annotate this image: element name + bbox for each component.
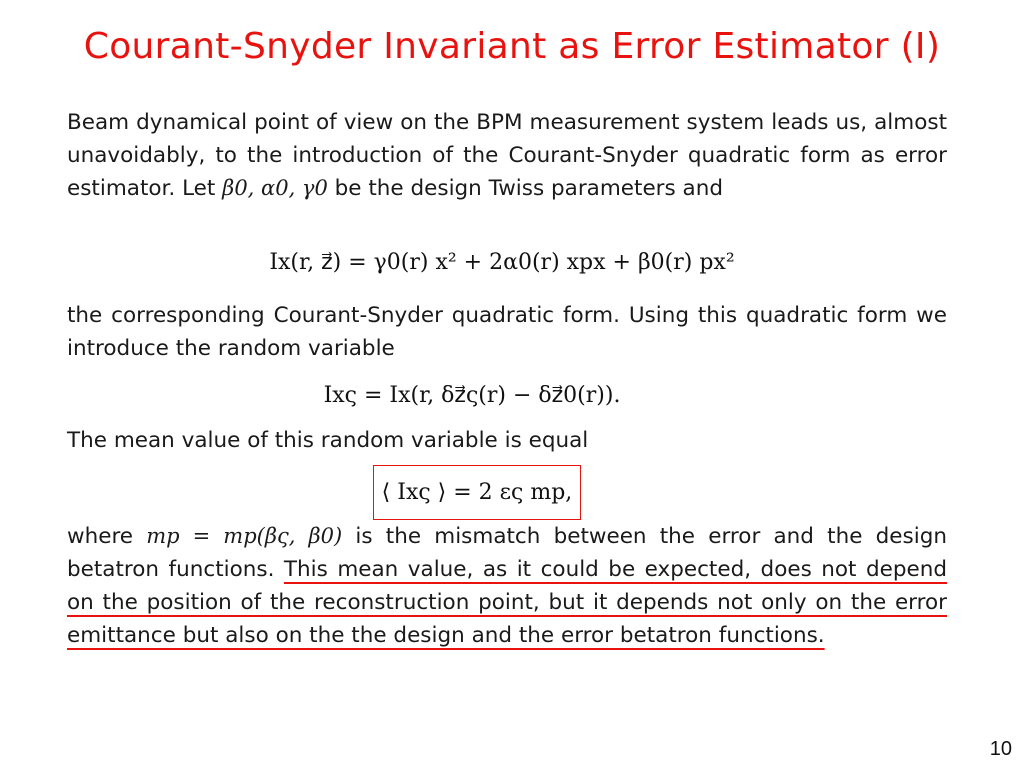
mismatch-text-a: where bbox=[67, 524, 147, 549]
mismatch-math: mp = mp(βς, β0) bbox=[146, 524, 343, 548]
intro-paragraph bbox=[67, 106, 947, 205]
random-variable-equation: Ixς = Ix(r, δz⃗ς(r) − δz⃗0(r)). bbox=[323, 383, 621, 408]
page-number: 10 bbox=[989, 738, 1012, 760]
mean-value-paragraph: The mean value of this random variable is equal bbox=[67, 428, 589, 453]
intro-text-a: Beam dynamical point of view on the BPM measurement system leads us, almost unavoidably, to the introduction of the Courant-Snyder quadratic form as error estimator. Let bbox=[67, 110, 947, 201]
underlined-conclusion: This mean value, as it could be expected, does not depend on the position of the reconstruction point, but it depends not only on the error emittance but also on the the design and the error betatron functions. bbox=[67, 557, 948, 648]
courant-snyder-equation: Ix(r, z⃗) = γ0(r) x² + 2α0(r) xpx + β0(r) px² bbox=[269, 250, 735, 275]
quadratic-form-paragraph: the corresponding Courant-Snyder quadratic form. Using this quadratic form we introduce the random variable bbox=[67, 303, 947, 361]
boxed-mean-equation bbox=[373, 465, 581, 520]
mismatch-text-b: is the mismatch between the error and the design betatron functions. bbox=[67, 524, 947, 582]
mean-equation-text: ⟨ Ixς ⟩ = 2 ες mp, bbox=[381, 480, 573, 505]
slide-title: Courant-Snyder Invariant as Error Estimator (I) bbox=[83, 26, 941, 67]
intro-text-b: be the design Twiss parameters and bbox=[327, 176, 724, 201]
twiss-parameters-math: β0, α0, γ0 bbox=[222, 176, 328, 200]
mismatch-paragraph bbox=[67, 520, 947, 652]
